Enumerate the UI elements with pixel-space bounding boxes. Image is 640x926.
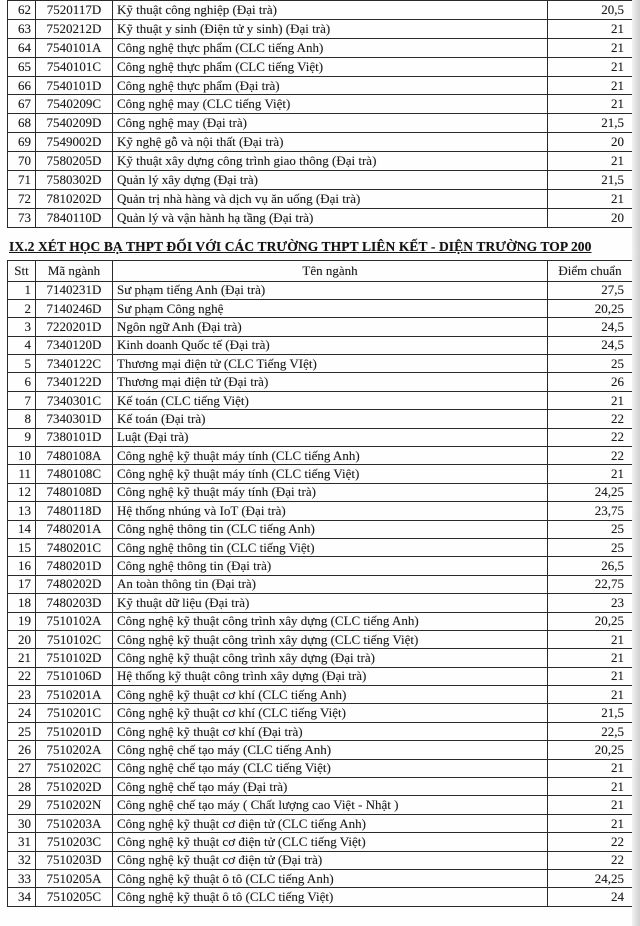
table-row [8, 76, 633, 95]
table-row [8, 870, 633, 888]
cell-name: Công nghệ may (CLC tiếng Việt) [113, 95, 548, 114]
cell-stt: 69 [8, 133, 36, 152]
cell-stt: 19 [8, 612, 36, 630]
header-name: Tên ngành [113, 261, 548, 282]
cell-code: 7340122D [36, 373, 113, 391]
cell-name: Công nghệ chế tạo máy (CLC tiếng Anh) [113, 741, 548, 759]
table-row [8, 814, 633, 832]
header-score: Điểm chuẩn [548, 261, 633, 282]
cell-name: Công nghệ kỹ thuật cơ điện tử (CLC tiếng Anh) [113, 814, 548, 832]
cell-name: Công nghệ kỹ thuật cơ điện tử (CLC tiếng Việt) [113, 833, 548, 851]
cell-name: Công nghệ thông tin (CLC tiếng Anh) [113, 520, 548, 538]
cell-score: 21 [548, 189, 633, 208]
table-row [8, 722, 633, 740]
cell-name: Luật (Đại trà) [113, 428, 548, 446]
section-heading: IX.2 XÉT HỌC BẠ THPT ĐỐI VỚI CÁC TRƯỜNG THPT LIÊN KẾT - DIỆN TRƯỜNG TOP 200 [9, 239, 592, 254]
cell-score: 23,75 [548, 502, 633, 520]
cell-code: 7510202N [36, 796, 113, 814]
cell-name: Công nghệ kỹ thuật máy tính (Đại trà) [113, 483, 548, 501]
table-row [8, 391, 633, 409]
cell-name: Hệ thống kỹ thuật công trình xây dựng (Đại trà) [113, 667, 548, 685]
cell-code: 7510203C [36, 833, 113, 851]
cell-score: 20,5 [548, 1, 633, 20]
table-row [8, 57, 633, 76]
cell-score: 25 [548, 520, 633, 538]
cell-stt: 32 [8, 851, 36, 869]
cell-stt: 10 [8, 447, 36, 465]
cell-stt: 68 [8, 114, 36, 133]
cell-score: 21 [548, 57, 633, 76]
cell-code: 7510106D [36, 667, 113, 685]
cell-code: 7540101C [36, 57, 113, 76]
cell-score: 20 [548, 133, 633, 152]
cell-score: 21 [548, 759, 633, 777]
cell-score: 20,25 [548, 299, 633, 317]
cell-code: 7810202D [36, 189, 113, 208]
cell-name: Công nghệ chế tạo máy (Đại trà) [113, 778, 548, 796]
cell-code: 7580205D [36, 152, 113, 171]
cell-stt: 15 [8, 538, 36, 556]
cell-stt: 5 [8, 355, 36, 373]
table-row [8, 851, 633, 869]
cell-stt: 25 [8, 722, 36, 740]
cell-code: 7510202D [36, 778, 113, 796]
cell-code: 7549002D [36, 133, 113, 152]
cell-name: Kinh doanh Quốc tế (Đại trà) [113, 336, 548, 354]
cell-name: Công nghệ thông tin (Đại trà) [113, 557, 548, 575]
table-row [8, 410, 633, 428]
cell-score: 21 [548, 95, 633, 114]
table-row [8, 502, 633, 520]
cell-code: 7480201C [36, 538, 113, 556]
table-row [8, 686, 633, 704]
cell-stt: 6 [8, 373, 36, 391]
table-row [8, 318, 633, 336]
cell-name: Công nghệ thực phẩm (CLC tiếng Anh) [113, 38, 548, 57]
cell-stt: 18 [8, 594, 36, 612]
cell-score: 21 [548, 814, 633, 832]
cell-score: 22 [548, 428, 633, 446]
table-row [8, 557, 633, 575]
cell-code: 7520117D [36, 1, 113, 20]
table-row [8, 667, 633, 685]
cell-score: 21 [548, 152, 633, 171]
cell-code: 7510102C [36, 630, 113, 648]
cell-stt: 66 [8, 76, 36, 95]
cell-name: Quản trị nhà hàng và dịch vụ ăn uống (Đại trà) [113, 189, 548, 208]
table-row [8, 796, 633, 814]
cell-code: 7520212D [36, 19, 113, 38]
table-row [8, 778, 633, 796]
cell-code: 7480201D [36, 557, 113, 575]
cell-name: Công nghệ kỹ thuật ô tô (CLC tiếng Việt) [113, 888, 548, 906]
cell-code: 7540101D [36, 76, 113, 95]
admission-scores-table-top200-body [8, 281, 633, 906]
cell-stt: 4 [8, 336, 36, 354]
cell-stt: 23 [8, 686, 36, 704]
cell-stt: 20 [8, 630, 36, 648]
cell-code: 7480202D [36, 575, 113, 593]
cell-score: 23 [548, 594, 633, 612]
cell-stt: 22 [8, 667, 36, 685]
table-row [8, 483, 633, 501]
cell-name: Kỹ thuật công nghiệp (Đại trà) [113, 1, 548, 20]
cell-name: Công nghệ kỹ thuật công trình xây dựng (Đại trà) [113, 649, 548, 667]
cell-stt: 3 [8, 318, 36, 336]
cell-name: Sư phạm tiếng Anh (Đại trà) [113, 281, 548, 299]
cell-name: Công nghệ chế tạo máy ( Chất lượng cao Việt - Nhật ) [113, 796, 548, 814]
cell-score: 24,25 [548, 870, 633, 888]
cell-score: 21 [548, 796, 633, 814]
cell-name: Công nghệ kỹ thuật công trình xây dựng (CLC tiếng Anh) [113, 612, 548, 630]
table-row [8, 19, 633, 38]
cell-score: 21,5 [548, 171, 633, 190]
table-row [8, 171, 633, 190]
cell-name: Sư phạm Công nghệ [113, 299, 548, 317]
table-row [8, 575, 633, 593]
cell-name: Công nghệ kỹ thuật máy tính (CLC tiếng Việt) [113, 465, 548, 483]
admission-scores-table-continued-body [8, 1, 633, 228]
cell-stt: 29 [8, 796, 36, 814]
cell-code: 7140231D [36, 281, 113, 299]
cell-score: 24,25 [548, 483, 633, 501]
cell-stt: 33 [8, 870, 36, 888]
table-row [8, 630, 633, 648]
cell-score: 22 [548, 833, 633, 851]
cell-score: 21 [548, 465, 633, 483]
admission-scores-table-top200 [7, 260, 633, 907]
cell-score: 21 [548, 667, 633, 685]
cell-score: 21 [548, 19, 633, 38]
table-row [8, 336, 633, 354]
cell-code: 7480201A [36, 520, 113, 538]
cell-score: 21 [548, 686, 633, 704]
cell-score: 24,5 [548, 336, 633, 354]
cell-score: 22 [548, 851, 633, 869]
table-row [8, 888, 633, 906]
cell-stt: 26 [8, 741, 36, 759]
cell-code: 7510202A [36, 741, 113, 759]
cell-name: Công nghệ kỹ thuật cơ khí (CLC tiếng Anh) [113, 686, 548, 704]
table-row [8, 465, 633, 483]
cell-score: 21 [548, 649, 633, 667]
cell-name: Công nghệ thực phẩm (CLC tiếng Việt) [113, 57, 548, 76]
cell-name: Công nghệ kỹ thuật cơ khí (CLC tiếng Việt) [113, 704, 548, 722]
cell-score: 27,5 [548, 281, 633, 299]
cell-stt: 28 [8, 778, 36, 796]
cell-code: 7510201D [36, 722, 113, 740]
cell-code: 7510203A [36, 814, 113, 832]
cell-code: 7580302D [36, 171, 113, 190]
table-row [8, 428, 633, 446]
cell-stt: 73 [8, 208, 36, 227]
cell-code: 7510205C [36, 888, 113, 906]
table-row [8, 114, 633, 133]
cell-name: Kỹ nghệ gỗ và nội thất (Đại trà) [113, 133, 548, 152]
cell-code: 7480203D [36, 594, 113, 612]
cell-name: Công nghệ kỹ thuật cơ khí (Đại trà) [113, 722, 548, 740]
cell-stt: 21 [8, 649, 36, 667]
table-row [8, 208, 633, 227]
cell-name: Kế toán (CLC tiếng Việt) [113, 391, 548, 409]
cell-name: Công nghệ thực phẩm (Đại trà) [113, 76, 548, 95]
cell-score: 21 [548, 630, 633, 648]
cell-code: 7340120D [36, 336, 113, 354]
table-row [8, 520, 633, 538]
cell-score: 20,25 [548, 741, 633, 759]
cell-stt: 14 [8, 520, 36, 538]
table-row [8, 759, 633, 777]
table-row [8, 538, 633, 556]
cell-score: 25 [548, 538, 633, 556]
cell-stt: 27 [8, 759, 36, 777]
cell-score: 20,25 [548, 612, 633, 630]
table-row [8, 133, 633, 152]
cell-name: Quản lý và vận hành hạ tầng (Đại trà) [113, 208, 548, 227]
cell-name: Công nghệ chế tạo máy (CLC tiếng Việt) [113, 759, 548, 777]
table-row [8, 594, 633, 612]
table-header-row [8, 261, 633, 282]
table-row [8, 38, 633, 57]
cell-name: Quản lý xây dựng (Đại trà) [113, 171, 548, 190]
cell-name: Kế toán (Đại trà) [113, 410, 548, 428]
cell-stt: 13 [8, 502, 36, 520]
cell-code: 7540209D [36, 114, 113, 133]
page-edge-shadow [632, 0, 640, 926]
cell-score: 22,5 [548, 722, 633, 740]
cell-score: 21,5 [548, 704, 633, 722]
cell-score: 21 [548, 778, 633, 796]
cell-stt: 64 [8, 38, 36, 57]
cell-code: 7480108A [36, 447, 113, 465]
cell-code: 7340122C [36, 355, 113, 373]
cell-name: Kỹ thuật y sinh (Điện tử y sinh) (Đại trà) [113, 19, 548, 38]
cell-stt: 9 [8, 428, 36, 446]
cell-name: Hệ thống nhúng và IoT (Đại trà) [113, 502, 548, 520]
cell-name: Công nghệ kỹ thuật cơ điện tử (Đại trà) [113, 851, 548, 869]
cell-stt: 24 [8, 704, 36, 722]
cell-stt: 34 [8, 888, 36, 906]
cell-score: 25 [548, 355, 633, 373]
cell-name: Thương mại điện tử (Đại trà) [113, 373, 548, 391]
cell-score: 21 [548, 76, 633, 95]
cell-score: 22 [548, 410, 633, 428]
cell-code: 7510202C [36, 759, 113, 777]
cell-name: Kỹ thuật dữ liệu (Đại trà) [113, 594, 548, 612]
cell-score: 26 [548, 373, 633, 391]
cell-score: 21 [548, 391, 633, 409]
cell-stt: 17 [8, 575, 36, 593]
cell-score: 21 [548, 38, 633, 57]
table-row [8, 447, 633, 465]
cell-stt: 71 [8, 171, 36, 190]
cell-code: 7840110D [36, 208, 113, 227]
cell-name: Công nghệ kỹ thuật máy tính (CLC tiếng Anh) [113, 447, 548, 465]
cell-stt: 63 [8, 19, 36, 38]
cell-name: Kỹ thuật xây dựng công trình giao thông (Đại trà) [113, 152, 548, 171]
header-stt: Stt [8, 261, 36, 282]
table-row [8, 612, 633, 630]
header-code: Mã ngành [36, 261, 113, 282]
cell-stt: 2 [8, 299, 36, 317]
cell-stt: 7 [8, 391, 36, 409]
table-row [8, 649, 633, 667]
cell-code: 7340301D [36, 410, 113, 428]
cell-stt: 12 [8, 483, 36, 501]
cell-code: 7510205A [36, 870, 113, 888]
cell-name: Công nghệ thông tin (CLC tiếng Việt) [113, 538, 548, 556]
cell-code: 7510102D [36, 649, 113, 667]
table-row [8, 833, 633, 851]
cell-code: 7510201A [36, 686, 113, 704]
table-row [8, 741, 633, 759]
table-row [8, 189, 633, 208]
cell-score: 24 [548, 888, 633, 906]
table-row [8, 95, 633, 114]
table-row [8, 373, 633, 391]
table-row [8, 152, 633, 171]
cell-score: 22 [548, 447, 633, 465]
cell-stt: 1 [8, 281, 36, 299]
table-row [8, 299, 633, 317]
cell-score: 22,75 [548, 575, 633, 593]
table-row [8, 704, 633, 722]
cell-score: 26,5 [548, 557, 633, 575]
table-row [8, 355, 633, 373]
cell-stt: 16 [8, 557, 36, 575]
table-row [8, 281, 633, 299]
cell-score: 24,5 [548, 318, 633, 336]
cell-code: 7220201D [36, 318, 113, 336]
cell-code: 7540101A [36, 38, 113, 57]
cell-name: Công nghệ kỹ thuật công trình xây dựng (CLC tiếng Việt) [113, 630, 548, 648]
cell-code: 7510201C [36, 704, 113, 722]
cell-name: Ngôn ngữ Anh (Đại trà) [113, 318, 548, 336]
cell-name: An toàn thông tin (Đại trà) [113, 575, 548, 593]
cell-code: 7510203D [36, 851, 113, 869]
cell-stt: 67 [8, 95, 36, 114]
cell-stt: 70 [8, 152, 36, 171]
cell-code: 7480108D [36, 483, 113, 501]
cell-code: 7380101D [36, 428, 113, 446]
cell-code: 7540209C [36, 95, 113, 114]
cell-code: 7480108C [36, 465, 113, 483]
cell-name: Thương mại điện tử (CLC Tiếng VIệt) [113, 355, 548, 373]
cell-code: 7510102A [36, 612, 113, 630]
cell-stt: 31 [8, 833, 36, 851]
cell-stt: 65 [8, 57, 36, 76]
cell-code: 7140246D [36, 299, 113, 317]
cell-name: Công nghệ may (Đại trà) [113, 114, 548, 133]
cell-stt: 11 [8, 465, 36, 483]
cell-name: Công nghệ kỹ thuật ô tô (CLC tiếng Anh) [113, 870, 548, 888]
cell-stt: 8 [8, 410, 36, 428]
cell-score: 21,5 [548, 114, 633, 133]
admission-scores-table-continued [7, 0, 633, 228]
cell-code: 7480118D [36, 502, 113, 520]
cell-stt: 62 [8, 1, 36, 20]
cell-code: 7340301C [36, 391, 113, 409]
cell-stt: 72 [8, 189, 36, 208]
table-row [8, 1, 633, 20]
cell-score: 20 [548, 208, 633, 227]
cell-stt: 30 [8, 814, 36, 832]
